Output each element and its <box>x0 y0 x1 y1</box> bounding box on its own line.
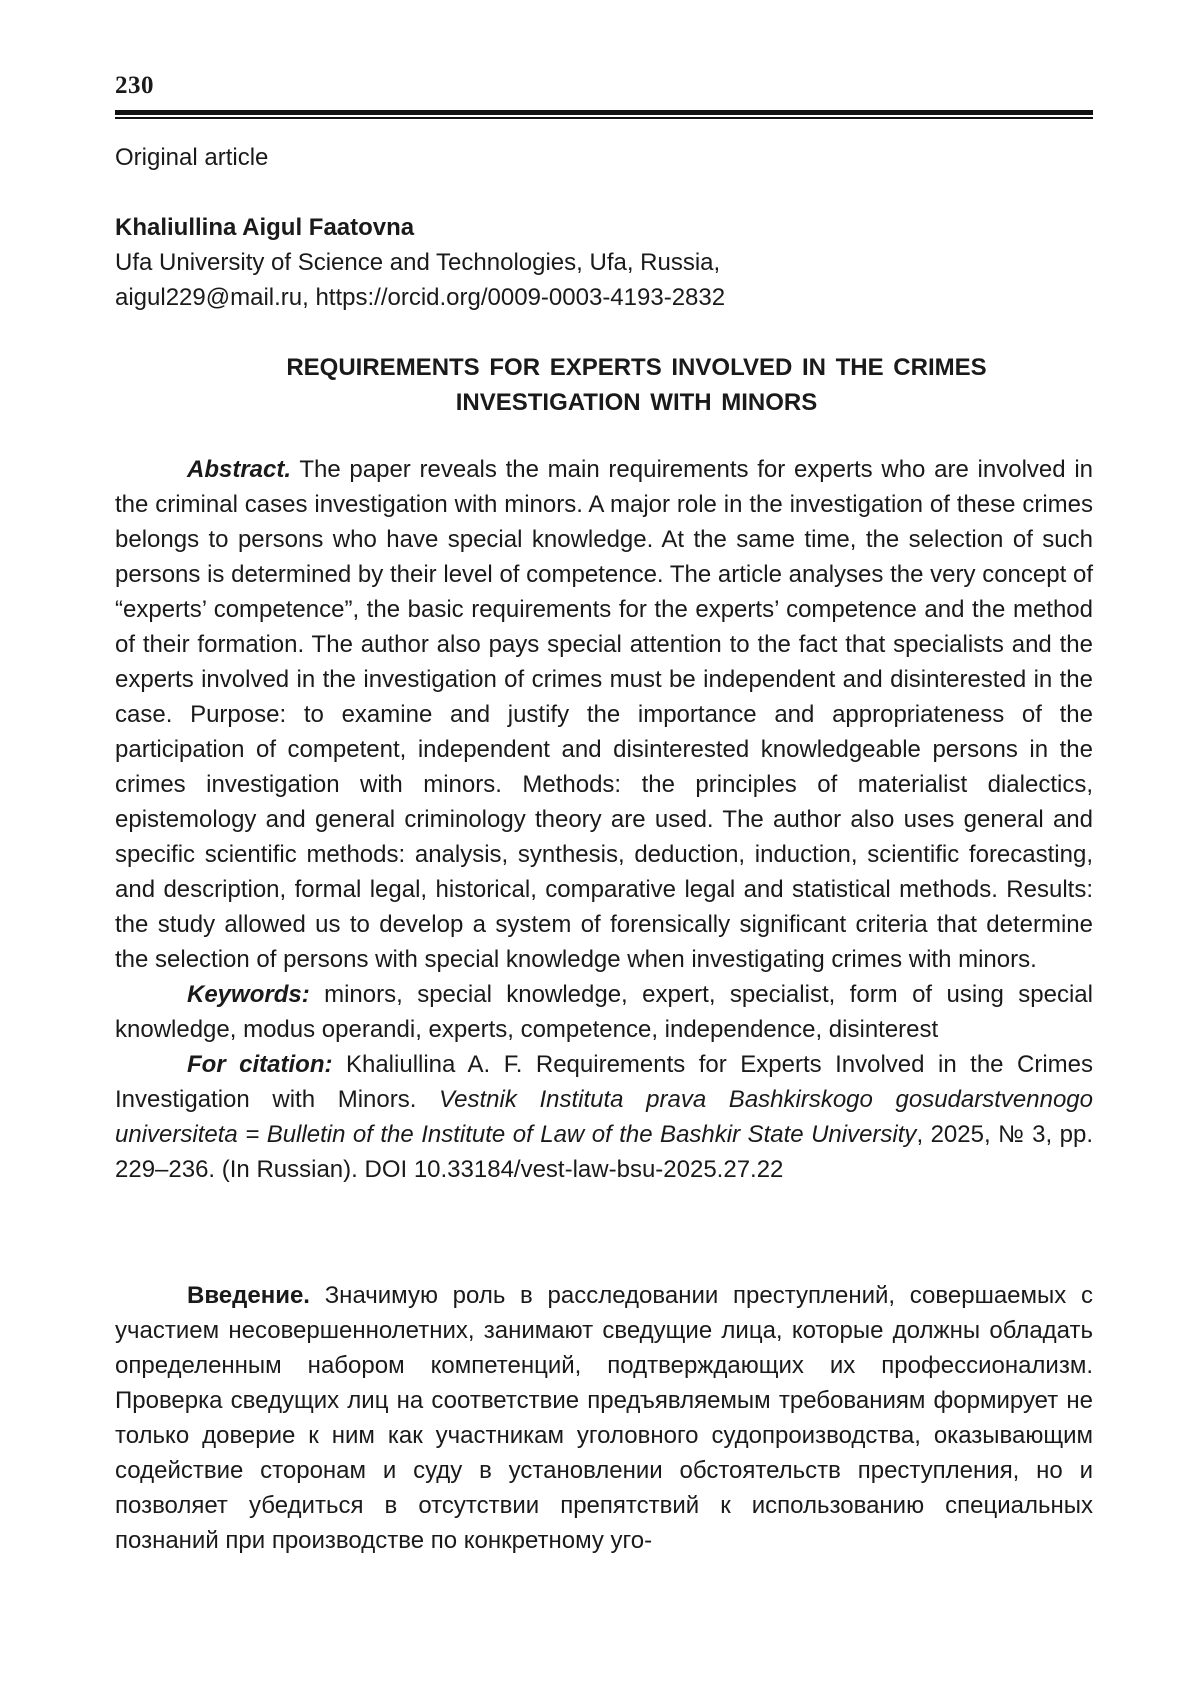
keywords-paragraph <box>115 977 1093 1047</box>
introduction-paragraph <box>115 1278 1093 1558</box>
citation-journal: Vestnik Instituta prava Bashkirskogo gosudarstvennogo universiteta = Bulletin of the Institute of Law of the Bashkir State University <box>115 1086 1093 1148</box>
keywords-label: Keywords: <box>187 981 310 1008</box>
abstract-label: Abstract. <box>187 456 292 483</box>
author-name: Khaliullina Aigul Faatovna <box>115 214 415 241</box>
citation-label: For citation: <box>187 1051 333 1078</box>
author-block <box>115 210 1093 315</box>
title-line-1: REQUIREMENTS FOR EXPERTS INVOLVED IN THE CRIMES <box>286 354 987 381</box>
abstract-section <box>115 452 1093 1187</box>
citation-text: Khaliullina A. F. Requirements for Experts Involved in the Crimes Investigation with Minors. <box>115 1051 1094 1113</box>
title-line-2: INVESTIGATION WITH MINORS <box>455 389 818 416</box>
abstract-text: The paper reveals the main requirements for experts who are involved in the criminal cases investigation with minors. A major role in the investigation of these crimes belongs to persons who have special knowledge. At the same time, the selection of such persons is determined by their level of competence. The article analyses the very concept of “experts’ competence”, the basic requirements for the experts’ competence and the method of their formation. The author also pays special attention to the fact that specialists and the experts involved in the investigation of crimes must be independent and disinterested in the case. Purpose: to examine and justify the importance and appropriateness of the participation of competent, independent and disinterested knowledgeable persons in the crimes investigation with minors. Methods: the principles of materialist dialectics, epistemology and general criminology theory are used. The author also uses general and specific scientific methods: analysis, synthesis, deduction, induction, scientific forecasting, and description, formal legal, historical, comparative legal and statistical methods. Results: the study allowed us to develop a system of forensically significant criteria that determine the selection of persons with special knowledge when investigating crimes with minors. <box>115 456 1093 973</box>
introduction-text: Значимую роль в расследовании преступлений, совершаемых с участием несовершеннолетних, занимают сведущие лица, которые должны обладать определенным набором компетенций, подтверждающих их профессионализм. Проверка сведущих лиц на соответствие предъявляемым требованиям формирует не только доверие к ним как участникам уголовного судопроизводства, оказывающим содействие сторонам и суду в установлении обстоятельств преступления, но и позволяет убедиться в отсутствии препятствий к использованию специальных познаний при производстве по конкретному уго- <box>115 1282 1093 1554</box>
header-rule-thin <box>115 117 1093 119</box>
citation-paragraph <box>115 1047 1093 1187</box>
page-number: 230 <box>115 72 154 99</box>
author-contact: aigul229@mail.ru, https://orcid.org/0009-0003-4193-2832 <box>115 284 726 311</box>
citation-details: , 2025, № 3, pp. 229–236. (In Russian). DOI 10.33184/vest-law-bsu-2025.27.22 <box>115 1121 1093 1183</box>
header-rule-thick <box>115 110 1093 115</box>
author-affiliation: Ufa University of Science and Technologies, Ufa, Russia, <box>115 249 721 276</box>
introduction-label: Введение. <box>187 1282 310 1309</box>
article-type-label: Original article <box>115 144 269 171</box>
abstract-paragraph <box>115 452 1093 977</box>
keywords-text: minors, special knowledge, expert, specialist, form of using special knowledge, modus operandi, experts, competence, independence, disinterest <box>115 981 1093 1043</box>
introduction-section <box>115 1278 1093 1558</box>
article-title <box>180 350 1093 420</box>
